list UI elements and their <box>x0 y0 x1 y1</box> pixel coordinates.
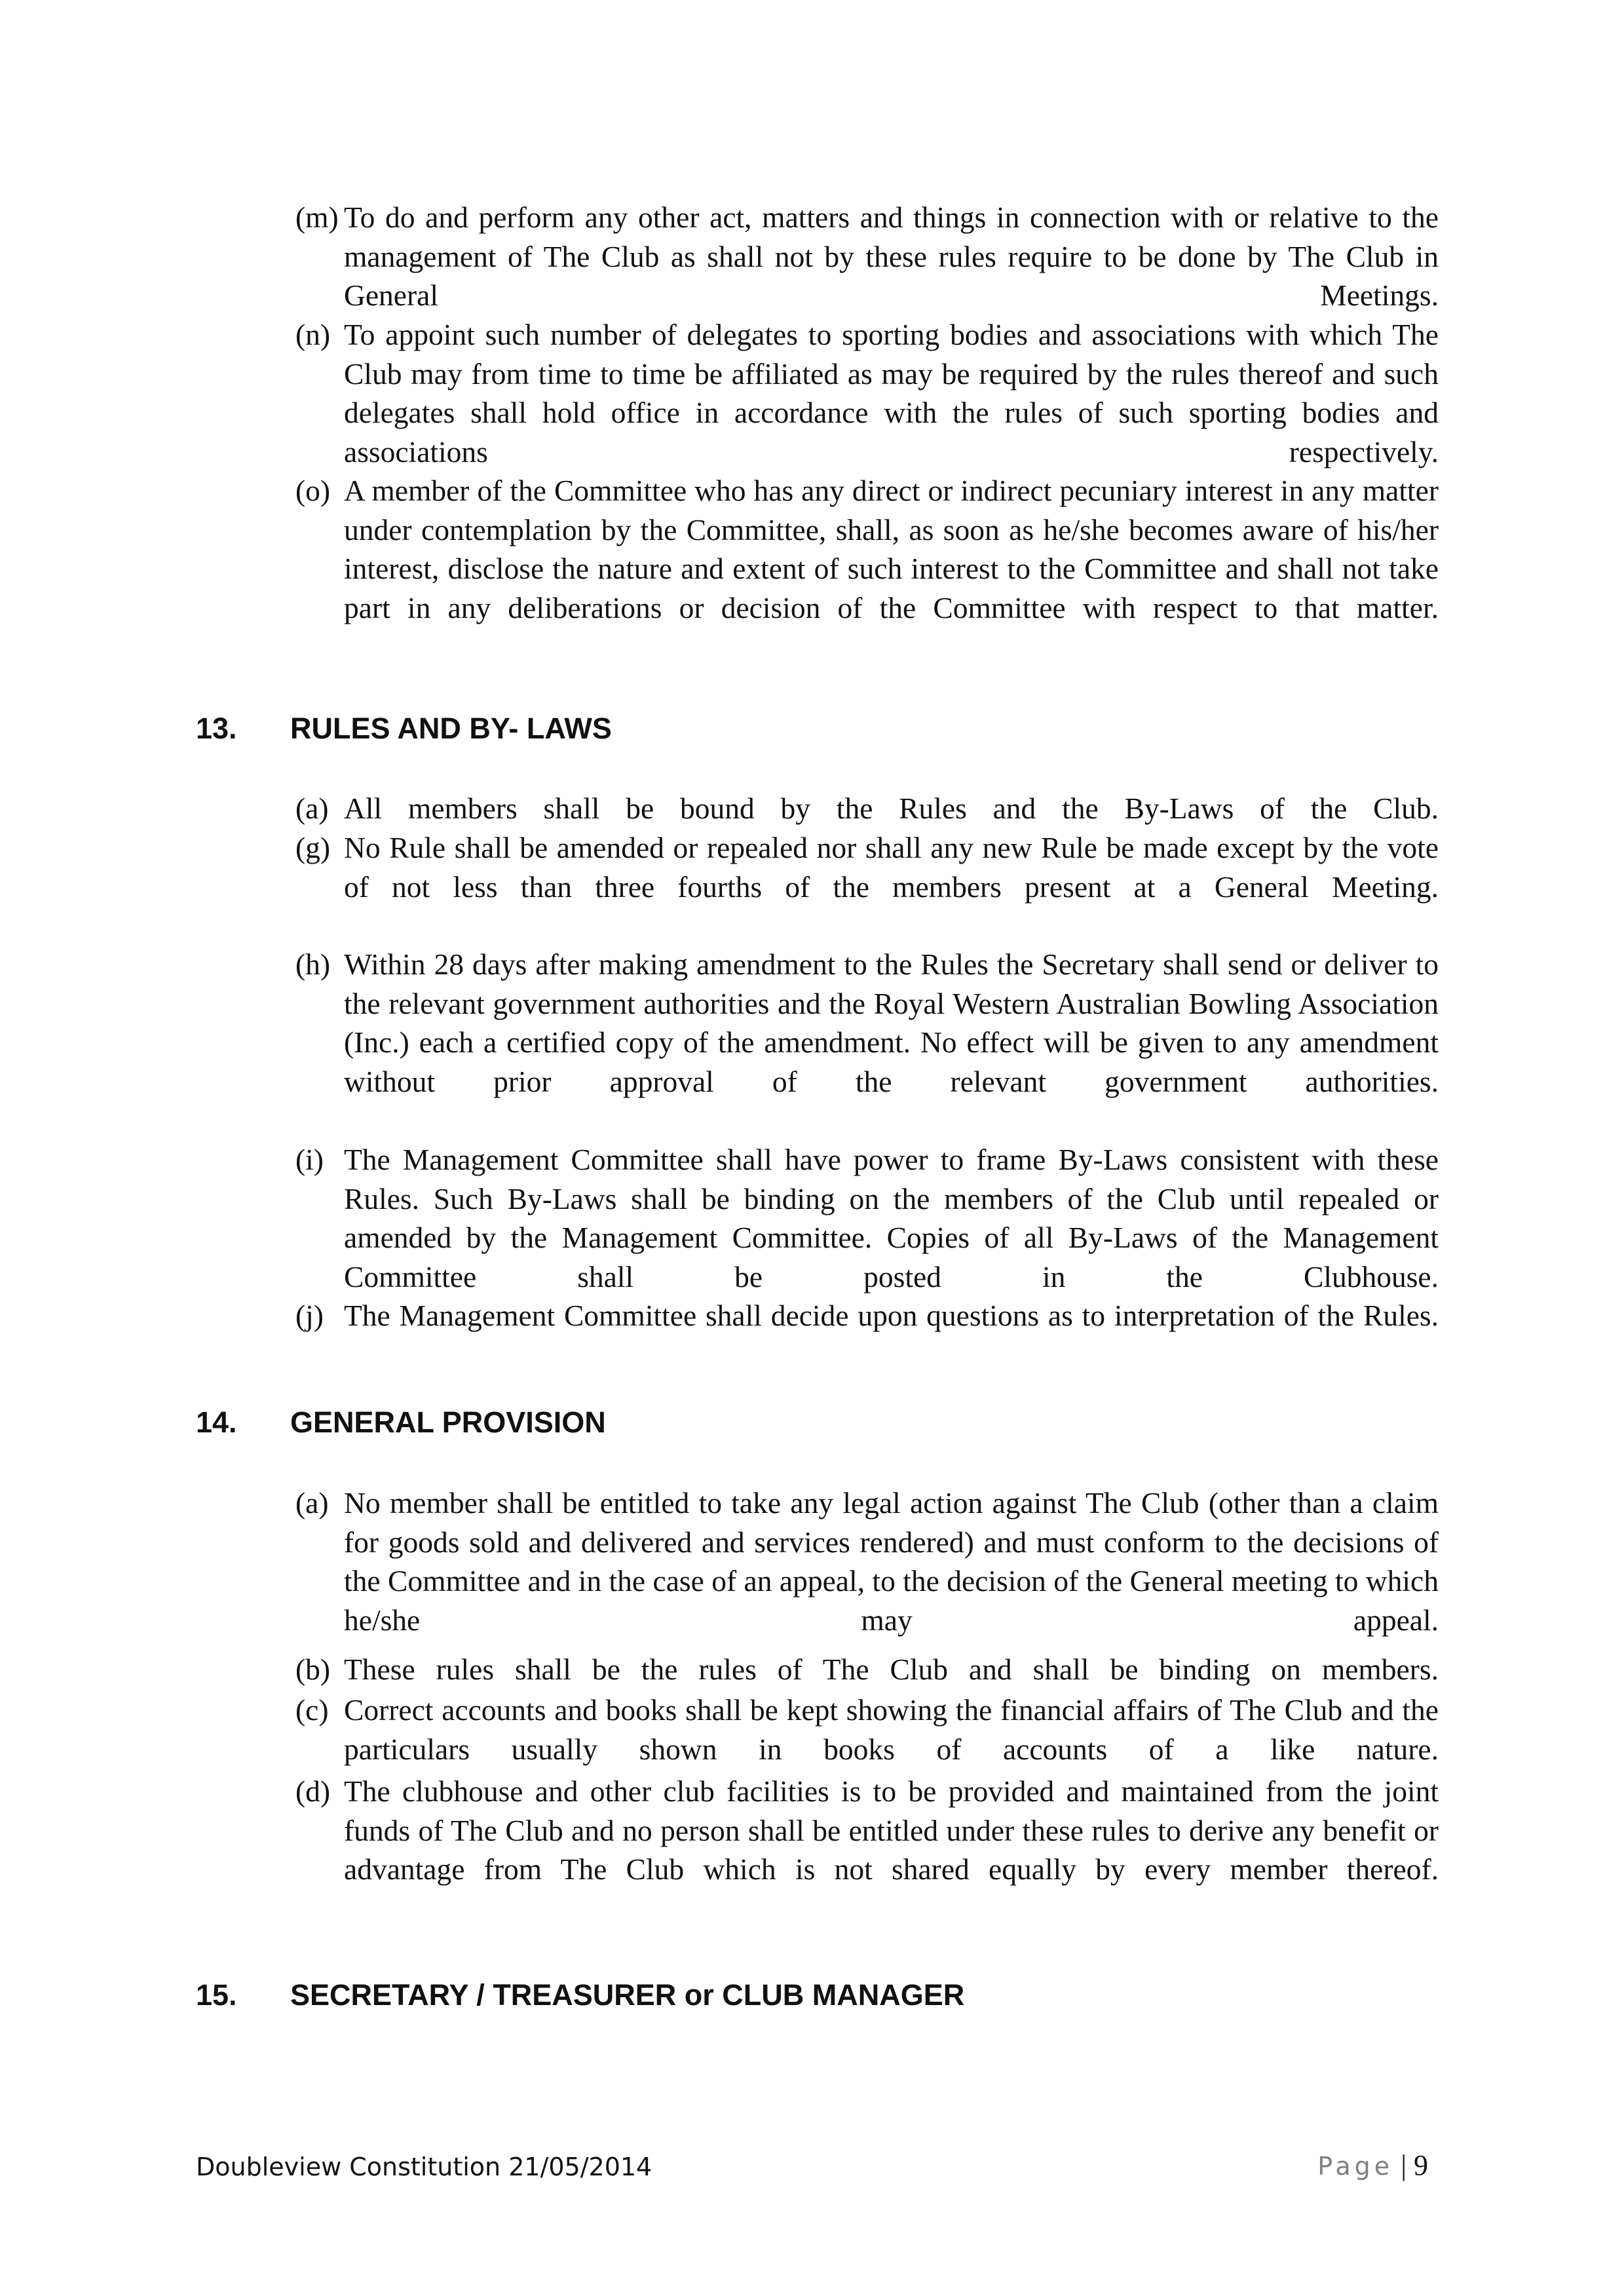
item-text: The Management Committee shall decide upon questions as to interpretation of the Rules. <box>344 1299 1439 1332</box>
item-text: All members shall be bound by the Rules and the By-Laws of the Club. <box>344 792 1439 825</box>
item-label: (a) <box>295 1486 329 1520</box>
footer-document-title: Doubleview Constitution 21/05/2014 <box>196 2152 652 2181</box>
page-number: 9 <box>1414 2149 1428 2181</box>
section-number: 13. <box>196 712 237 745</box>
list-item-13g <box>295 828 1439 946</box>
item-label: (a) <box>295 792 329 825</box>
item-label: (n) <box>295 318 331 351</box>
section-number: 15. <box>196 1978 237 2012</box>
item-text: No Rule shall be amended or repealed nor shall any new Rule be made except by the vote of not less than three fourths of the members present at a General Meeting. <box>344 831 1439 904</box>
item-text: No member shall be entitled to take any legal action against The Club (other than a claim for goods sold and delivered and services rendered) and must conform to the decisions of the Committee and in the case of an appeal, to the decision of the General meeting to which he/she may appeal. <box>344 1486 1439 1637</box>
item-text: These rules shall be the rules of The Club and shall be binding on members. <box>344 1653 1439 1686</box>
page-label: Page <box>1317 2152 1394 2181</box>
item-label: (i) <box>295 1143 324 1176</box>
footer-page-indicator <box>1317 2149 1428 2183</box>
item-text: A member of the Committee who has any direct or indirect pecuniary interest in any matter under contemplation by the Committee, shall, as soon as he/she becomes aware of his/her interest, disclose the nature and extent of such interest to the Committee and shall not take part in any deliberations or decision of the Committee with respect to that matter. <box>344 474 1439 624</box>
list-item-14a <box>295 1483 1439 1679</box>
list-item-13j <box>295 1296 1439 1374</box>
section-title: SECRETARY / TREASURER or CLUB MANAGER <box>290 1978 965 2012</box>
item-text: Within 28 days after making amendment to the Rules the Secretary shall send or deliver to the relevant government authorities and the Royal Western Australian Bowling Association (Inc.) each a certified copy of the amendment. No effect will be given to any amendment without prior approval of the relevant government authorities. <box>344 947 1439 1098</box>
item-label: (j) <box>295 1299 324 1332</box>
list-item-13h <box>295 945 1439 1140</box>
page-separator: | <box>1401 2149 1407 2181</box>
list-item-o <box>295 471 1439 666</box>
item-label: (g) <box>295 831 331 864</box>
item-text: To appoint such number of delegates to sporting bodies and associations with which The Club may from time to time be affiliated as may be required by the rules thereof and such delegates shall hold office in accordance with the rules of such sporting bodies and associations respectively. <box>344 318 1439 469</box>
item-label: (c) <box>295 1693 329 1727</box>
item-text: Correct accounts and books shall be kept showing the financial affairs of The Club and the particulars usually shown in books of accounts of a like nature. <box>344 1693 1439 1766</box>
list-item-14d <box>295 1772 1439 1928</box>
section-number: 14. <box>196 1406 237 1439</box>
section-title: RULES AND BY- LAWS <box>290 712 612 745</box>
item-text: To do and perform any other act, matters and things in connection with or relative to the management of The Club as shall not by these rules require to be done by The Club in General Meetings. <box>344 201 1439 312</box>
item-label: (h) <box>295 947 331 981</box>
item-label: (d) <box>295 1774 331 1808</box>
section-title: GENERAL PROVISION <box>290 1406 606 1439</box>
item-text: The Management Committee shall have power to frame By-Laws consistent with these Rules. Such By-Laws shall be binding on the members of the Club until repealed or amended by the Management Committee. Copies of all By-Laws of the Management Committee shall be posted in the Clubhouse. <box>344 1143 1439 1293</box>
item-text: The clubhouse and other club facilities is to be provided and maintained from the joint funds of The Club and no person shall be entitled under these rules to derive any benefit or advantage from The Club which is not shared equally by every member thereof. <box>344 1774 1439 1886</box>
item-label: (b) <box>295 1653 331 1686</box>
item-label: (m) <box>295 201 339 234</box>
item-label: (o) <box>295 474 331 507</box>
